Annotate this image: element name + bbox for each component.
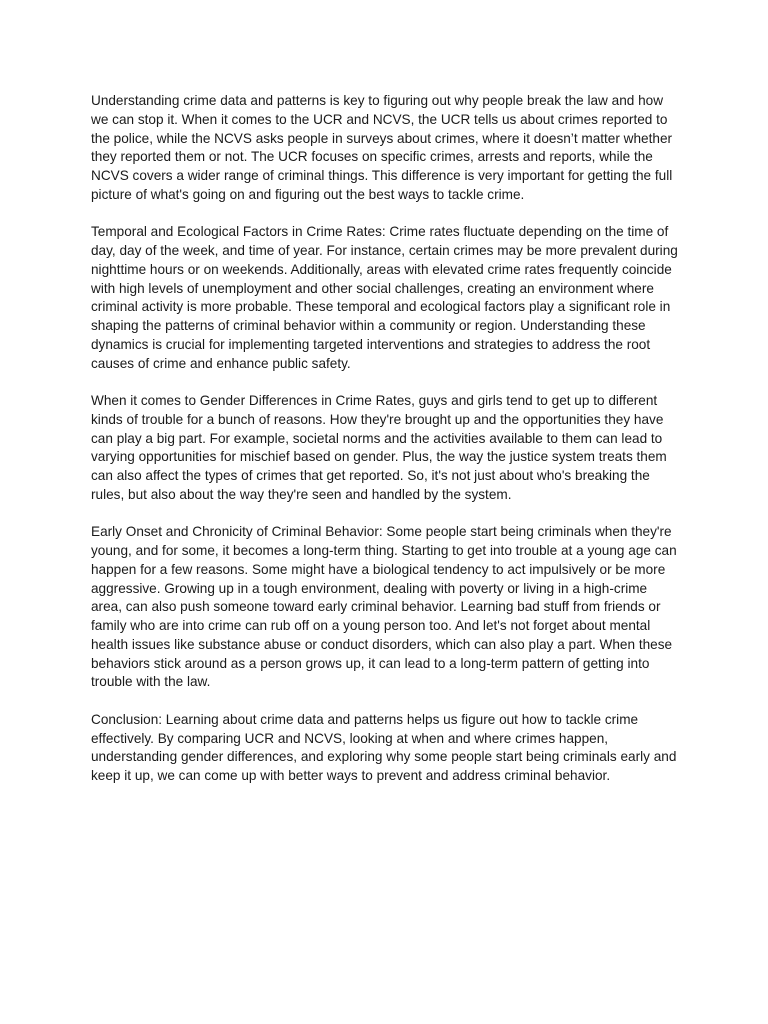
paragraph-ucr-ncvs: Understanding crime data and patterns is key to figuring out why people break the law and how we can stop it. When it comes to the UCR and NCVS, the UCR tells us about crimes reported to the police, while the NCVS asks people in surveys about crimes, where it doesn’t matter whether they reported them or not. The UCR focuses on specific crimes, arrests and reports, while the NCVS covers a wider range of criminal things. This difference is very important for getting the full picture of what's going on and figuring out the best ways to tackle crime. [91, 93, 673, 202]
paragraph-conclusion: Conclusion: Learning about crime data and patterns helps us figure out how to tackle crime effectively. By comparing UCR and NCVS, looking at when and where crimes happen, understanding gender differences, and exploring why some people start being criminals early and keep it up, we can come up with better ways to prevent and address criminal behavior. [91, 711, 677, 783]
paragraph-early-onset: Early Onset and Chronicity of Criminal Behavior: Some people start being criminals when they're young, and for some, it becomes a long-term thing. Starting to get into trouble at a young age can happen for a few reasons. Some might have a biological tendency to act impulsively or be more aggressive. Growing up in a tough environment, dealing with poverty or living in a high-crime area, can also push someone toward early criminal behavior. Learning bad stuff from friends or family who are into crime can rub off on a young person too. And let's not forget about mental health issues like substance abuse or conduct disorders, which can also play a part. When these behaviors stick around as a person grows up, it can lead to a long-term pattern of getting into trouble with the law. [91, 524, 677, 690]
paragraph-temporal-ecological: Temporal and Ecological Factors in Crime Rates: Crime rates fluctuate depending on the time of day, day of the week, and time of year. For instance, certain crimes may be more prevalent during nighttime hours or on weekends. Additionally, areas with elevated crime rates frequently coincide with high levels of unemployment and other social challenges, creating an environment where criminal activity is more probable. These temporal and ecological factors play a significant role in shaping the patterns of criminal behavior within a community or region. Understanding these dynamics is crucial for implementing targeted interventions and strategies to address the root causes of crime and enhance public safety. [91, 224, 678, 371]
paragraph-gender-differences: When it comes to Gender Differences in Crime Rates, guys and girls tend to get up to different kinds of trouble for a bunch of reasons. How they're brought up and the opportunities they have can play a big part. For example, societal norms and the activities available to them can lead to varying opportunities for mischief based on gender. Plus, the way the justice system treats them can also affect the types of crimes that get reported. So, it's not just about who's breaking the rules, but also about the way they're seen and handled by the system. [91, 393, 667, 502]
document-body [91, 92, 681, 805]
